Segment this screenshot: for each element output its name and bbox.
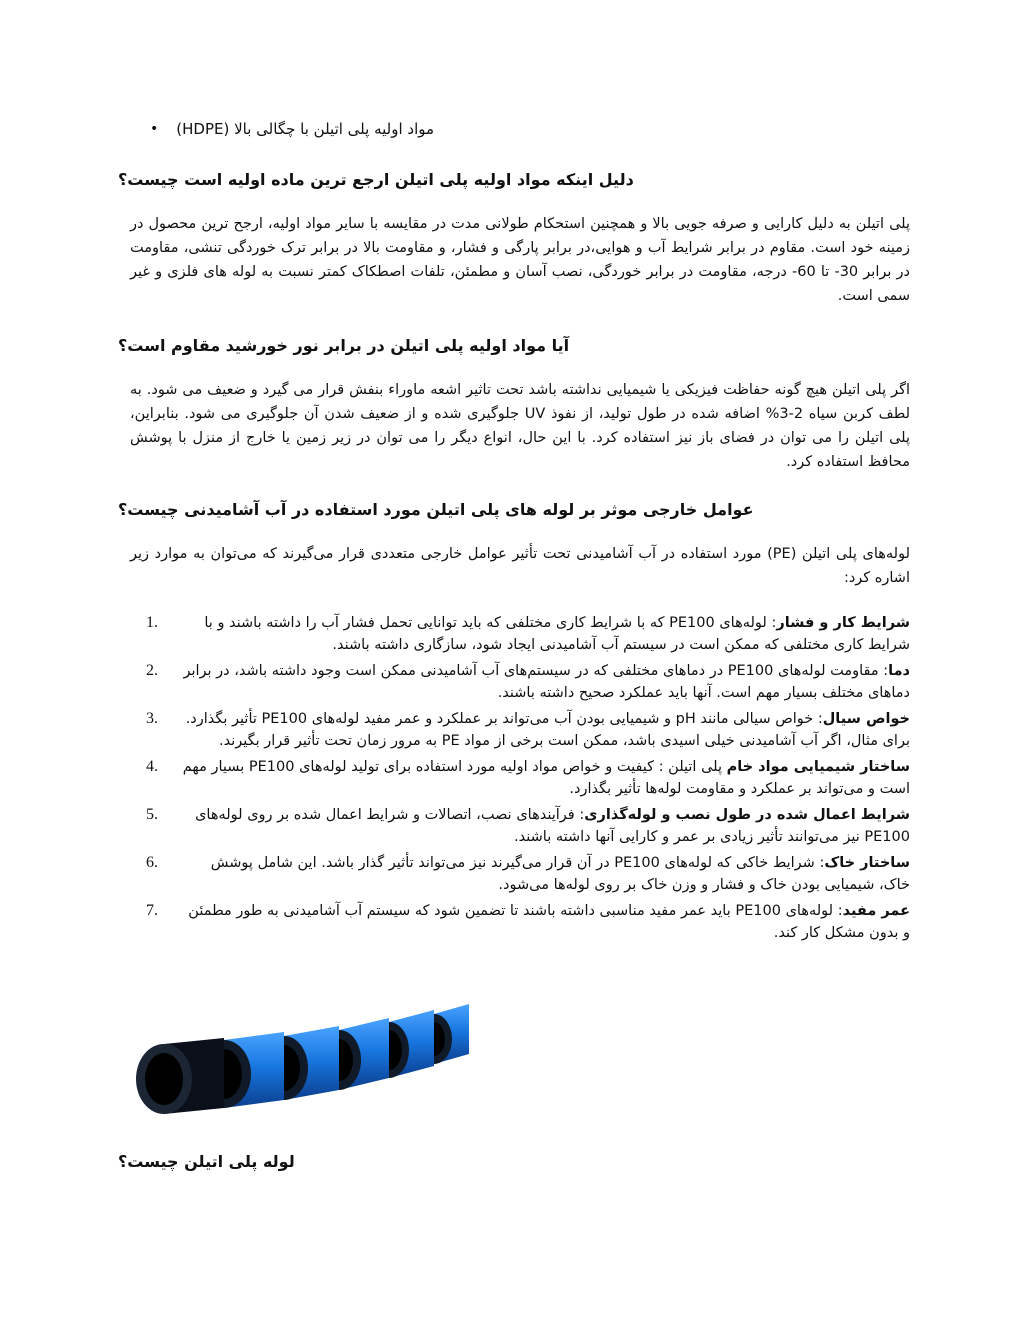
final-heading-what-is-pe-pipe: لوله پلی اتیلن چیست؟ xyxy=(118,1152,295,1171)
list-item-number: 1. xyxy=(146,614,158,631)
list-item-text: : مقاومت لوله‌های PE100 در دماهای مختلفی که در سیستم‌های آب آشامیدنی ممکن است وجود داشته باشد، در برابر دماهای مختلف بسیار مهم است. آنها باید عملکرد صحیح داشته باشند. xyxy=(183,663,910,701)
list-item-number: 2. xyxy=(146,662,158,679)
list-item xyxy=(118,756,910,800)
pipe-1 xyxy=(136,1038,224,1114)
list-item-title: خواص سیال xyxy=(822,711,910,727)
section-heading-preferred-material: دلیل اینکه مواد اولیه پلی اتیلن ارجع ترین ماده اولیه است چیست؟ xyxy=(118,170,634,189)
section-heading-external-factors: عوامل خارجی موثر بر لوله های پلی اتیلن مورد استفاده در آب آشامیدنی چیست؟ xyxy=(118,500,754,519)
list-item xyxy=(118,900,910,944)
list-item-text: : فرآیندهای نصب، اتصالات و شرایط اعمال شده بر روی لوله‌های PE100 نیز می‌توانند تأثیر زیادی بر عمر و کارایی آنها داشته باشند. xyxy=(195,807,910,845)
list-item-text: : لوله‌های PE100 باید عمر مفید مناسبی داشته باشند تا تضمین شود که سیستم آب آشامیدنی به طور مطمئن و بدون مشکل کار کند. xyxy=(188,903,910,941)
list-item-title: عمر مفید xyxy=(842,903,910,919)
list-item-title: شرایط کار و فشار xyxy=(776,615,910,631)
section-heading-sunlight-resistance: آیا مواد اولیه پلی اتیلن در برابر نور خورشید مقاوم است؟ xyxy=(118,336,570,355)
list-item-text: : لوله‌های PE100 که با شرایط کاری مختلفی که باید توانایی تحمل فشار آب را داشته باشند و با شرایط کاری مختلفی که ممکن است در سیستم آب آشامیدنی ایجاد شود، سازگاری داشته باشند. xyxy=(204,615,910,653)
list-item-title: ساختار شیمیایی مواد خام xyxy=(726,759,910,775)
hdpe-bullet-item xyxy=(118,120,910,138)
list-item-number: 3. xyxy=(146,710,158,727)
list-item xyxy=(118,852,910,896)
list-item-text: : شرایط خاکی که لوله‌های PE100 در آن قرار می‌گیرند نیز می‌تواند تأثیر گذار باشد. این شامل پوشش خاک، شیمیایی بودن خاک و فشار و وزن خاک بر روی لوله‌ها می‌شود. xyxy=(210,855,910,893)
section-paragraph-external-factors: لوله‌های پلی اتیلن (PE) مورد استفاده در آب آشامیدنی تحت تأثیر عوامل خارجی متعددی قرار می‌گیرند که می‌توان به موارد زیر اشاره کرد: xyxy=(130,546,911,586)
list-item-title: شرایط اعمال شده در طول نصب و لوله‌گذاری xyxy=(584,807,910,823)
list-item xyxy=(118,660,910,704)
bullet-text: مواد اولیه پلی اتیلن با چگالی بالا (HDPE) xyxy=(176,120,435,138)
document-page xyxy=(118,112,910,1292)
list-item xyxy=(118,804,910,848)
list-item xyxy=(118,612,910,656)
list-item-text: پلی اتیلن : کیفیت و خواص مواد اولیه مورد استفاده برای تولید لوله‌های PE100 بسیار مهم است و می‌تواند بر عملکرد و مقاومت لوله‌ها تأثیر بگذارد. xyxy=(182,759,910,797)
list-item-number: 4. xyxy=(146,758,158,775)
list-item-number: 5. xyxy=(146,806,158,823)
list-item-number: 6. xyxy=(146,854,158,871)
section-paragraph-sunlight-resistance: اگر پلی اتیلن هیچ گونه حفاظت فیزیکی یا شیمیایی نداشته باشد تحت تاثیر اشعه ماوراء بنفش قرار می گیرد و ضعیف می شود. به لطف کربن سیاه 2-3% اضافه شده در طول تولید، از نفوذ UV جلوگیری شده و از ضعیف شدن آن جلوگیری می شود. بنابراین، پلی اتیلن را می توان در فضای باز نیز استفاده کرد. با این حال، انواع دیگر را می توان در زیر زمین یا خارج از منزل با پوشش محافظ استفاده کرد. xyxy=(130,382,911,470)
list-item-text: : خواص سیالی مانند pH و شیمیایی بودن آب می‌تواند بر عملکرد و عمر مفید لوله‌های PE100 تأثیر بگذارد. برای مثال، اگر آب آشامیدنی خیلی اسیدی باشد، ممکن است برخی از مواد PE به مرور زمان تحت تأثیر قرار بگیرند. xyxy=(185,711,910,749)
external-factors-list xyxy=(118,612,910,948)
list-item-number: 7. xyxy=(146,902,158,919)
list-item-title: دما xyxy=(888,663,910,679)
list-item xyxy=(118,708,910,752)
section-paragraph-preferred-material: پلی اتیلن به دلیل کارایی و صرفه جویی بالا و همچنین استحکام طولانی مدت در مقایسه با سایر مواد اولیه، ارجح ترین محصول در زمینه خود است. مقاوم در برابر شرایط آب و هوایی،در برابر پارگی و فشار، و مقاومت بالا در برابر ترک خوردگی تنشی، مقاومت در برابر 30- تا 60- درجه، مقاومت در برابر خوردگی، نصب آسان و مطمئن، تلفات اصطکاک کمتر نسبت به لوله های فلزی و غیر سمی است. xyxy=(130,216,911,304)
blue-pe-pipes-image xyxy=(134,994,484,1134)
list-item-title: ساختار خاک xyxy=(824,855,910,871)
bullet-dot: • xyxy=(150,121,159,137)
